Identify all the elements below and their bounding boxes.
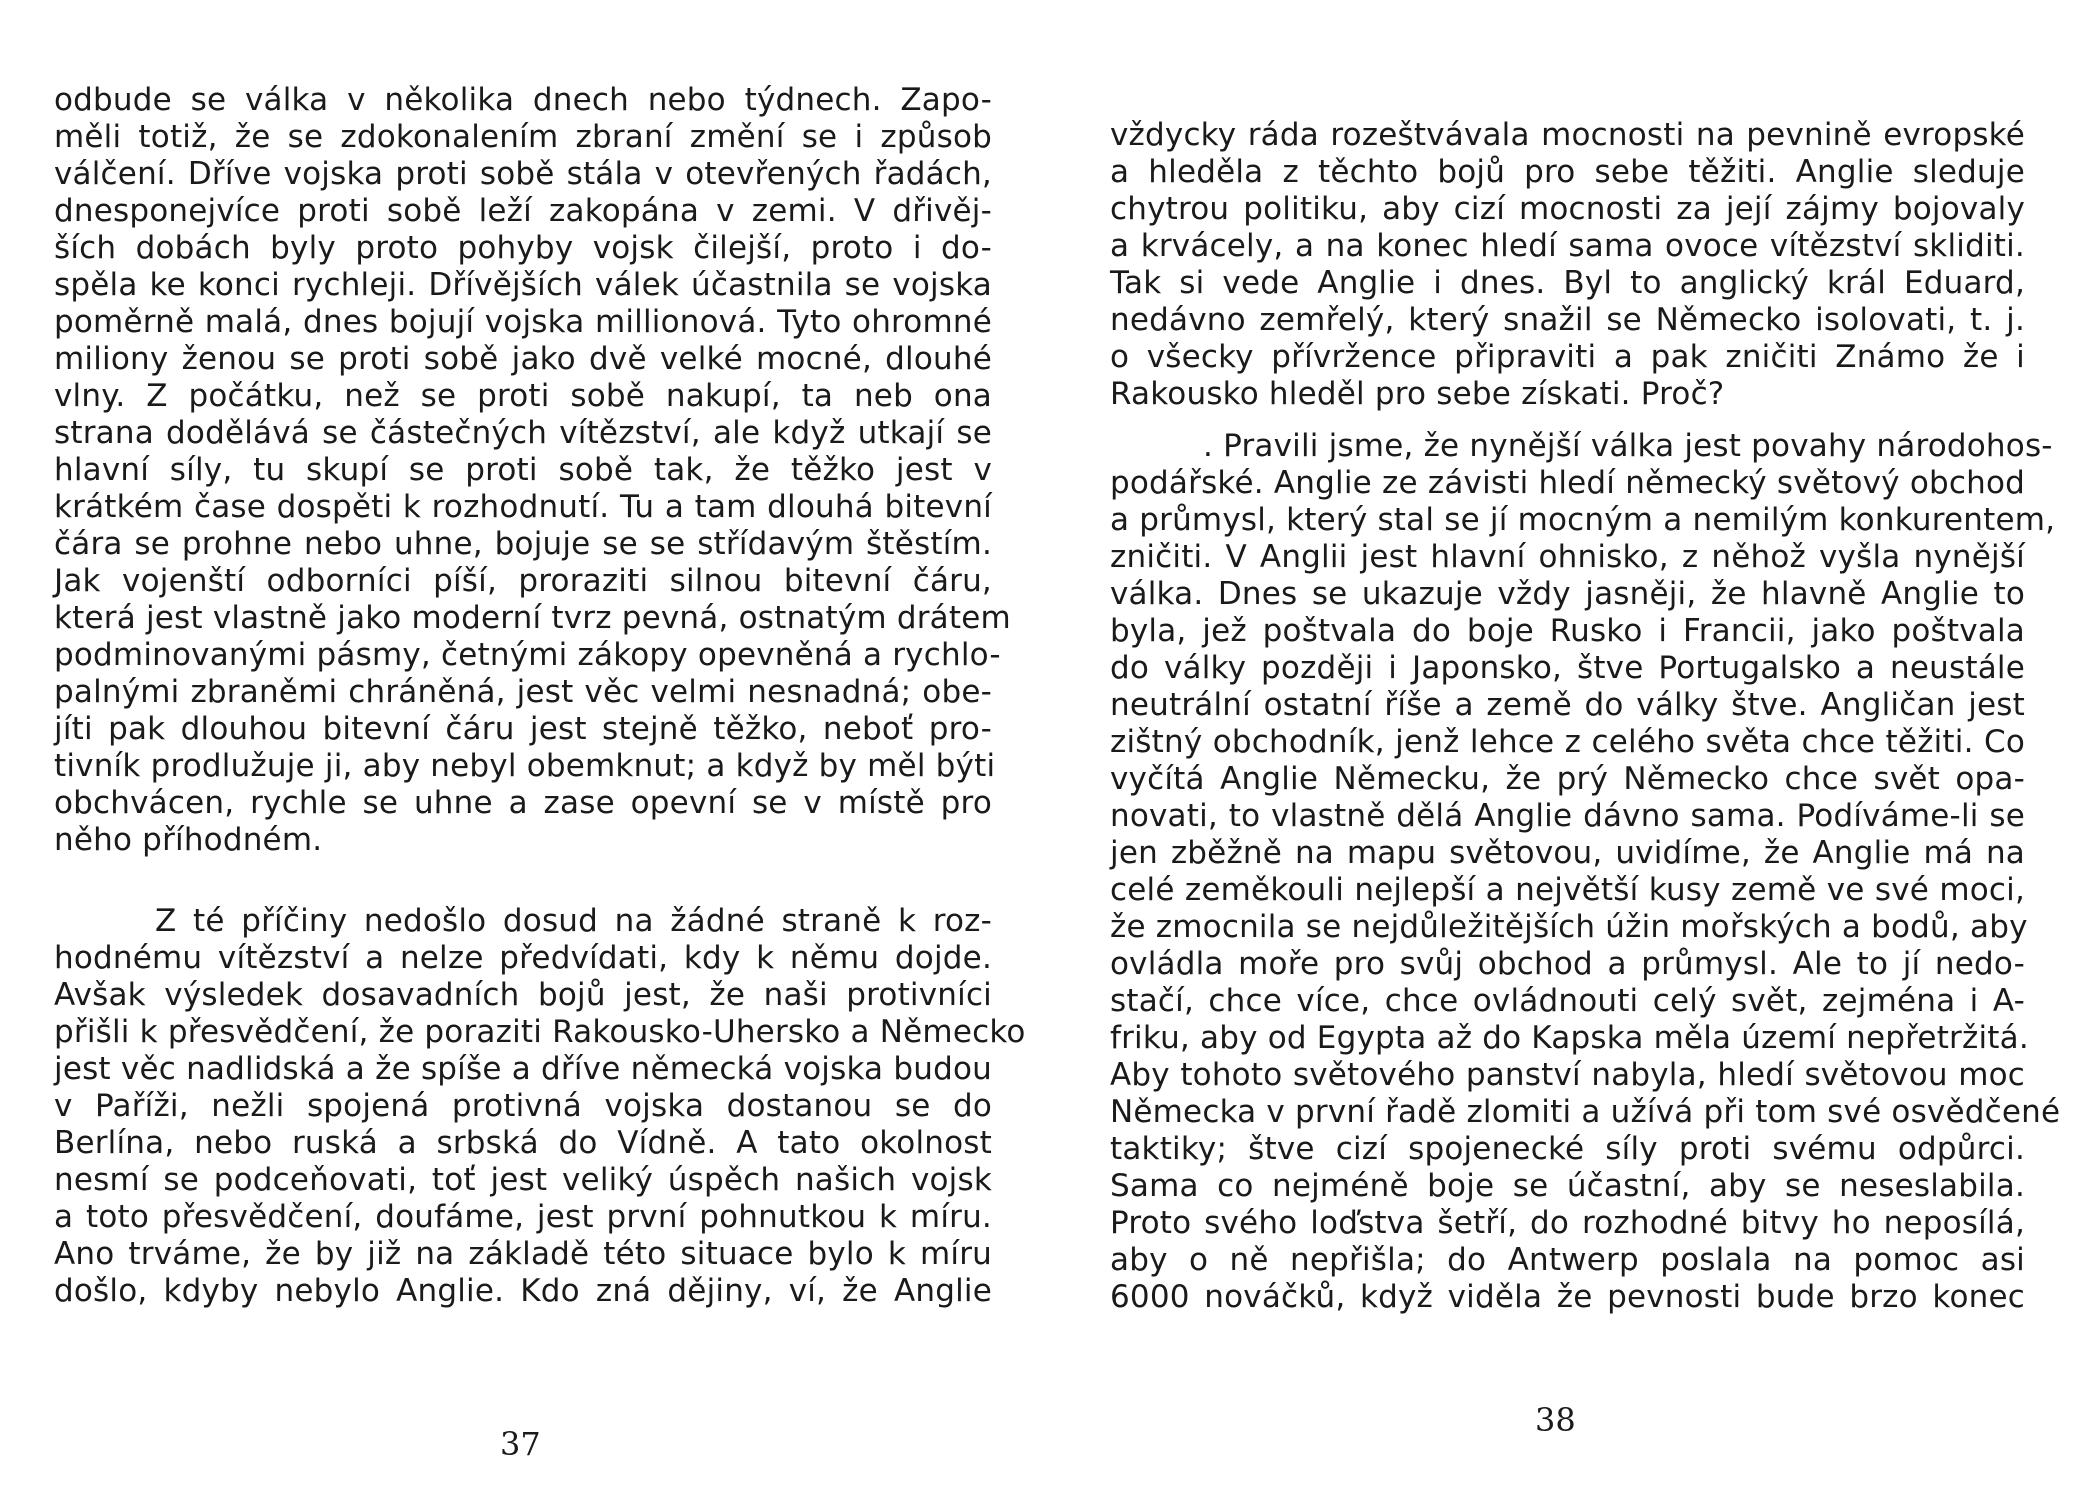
text-line: poměrně malá, dnes bojují vojska millionová. Tyto ohromné (54, 304, 992, 340)
text-line: aby o ně nepřišla; do Antwerp poslala na pomoc asi (1110, 1242, 2025, 1278)
text-line: miliony ženou se proti sobě jako dvě velké mocné, dlouhé (54, 341, 992, 377)
text-line: vyčítá Anglie Německu, že prý Německo chce svět opa- (1110, 761, 2025, 797)
text-line: Rakousko hleděl pro sebe získati. Proč? (1110, 376, 1725, 412)
text-line: podářské. Anglie ze závisti hledí německý světový obchod (1110, 465, 2025, 501)
text-line: nesmí se podceňovati, toť jest veliký úspěch našich vojsk (54, 1162, 992, 1198)
text-line: ovládla moře pro svůj obchod a průmysl. Ale to jí nedo- (1110, 946, 2025, 982)
text-line: 6000 nováčků, když viděla že pevnosti bude brzo konec (1110, 1279, 2025, 1315)
text-line: že zmocnila se nejdůležitějších úžin mořských a bodů, aby (1110, 909, 2028, 945)
text-line: Tak si vede Anglie i dnes. Byl to anglický král Eduard, (1110, 265, 2025, 301)
text-line: a průmysl, který stal se jí mocným a nemilým konkurentem, (1110, 502, 2056, 538)
text-line: Proto svého loďstva šetří, do rozhodné bitvy ho neposílá, (1110, 1205, 2025, 1241)
text-line: jíti pak dlouhou bitevní čáru jest stejně těžko, neboť pro- (54, 711, 992, 747)
text-line: zničiti. V Anglii jest hlavní ohnisko, z něhož vyšla nynější (1110, 539, 2025, 575)
text-line: taktiky; štve cizí spojenecké síly proti svému odpůrci. (1110, 1131, 2025, 1167)
text-line: zištný obchodník, jenž lehce z celého světa chce těžiti. Co (1110, 724, 2025, 760)
text-line: vlny. Z počátku, než se proti sobě nakupí, ta neb ona (54, 378, 992, 414)
text-line: přišli k přesvědčení, že poraziti Rakousko-Uhersko a Německo (54, 1014, 1026, 1050)
text-line: Z té příčiny nedošlo dosud na žádné straně k roz- (155, 903, 992, 939)
text-line: Avšak výsledek dosavadních bojů jest, že naši protivníci (54, 977, 992, 1013)
text-line: odbude se válka v několika dnech nebo týdnech. Zapo- (54, 82, 992, 118)
page-number: 37 (500, 1425, 541, 1463)
text-line: nedávno zemřelý, který snažil se Německo isolovati, t. j. (1110, 302, 2025, 338)
text-line: která jest vlastně jako moderní tvrz pevná, ostnatým drátem (54, 600, 1011, 636)
text-line: friku, aby od Egypta až do Kapska měla území nepřetržitá. (1110, 1020, 2029, 1056)
text-line: a toto přesvědčení, doufáme, jest první pohnutkou k míru. (54, 1199, 992, 1235)
text-line: válka. Dnes se ukazuje vždy jasněji, že hlavně Anglie to (1110, 576, 2025, 612)
text-line: měli totiž, že se zdokonalením zbraní změní se i způsob (54, 119, 992, 155)
text-line: v Paříži, nežli spojená protivná vojska dostanou se do (54, 1088, 992, 1124)
text-line: stačí, chce více, chce ovládnouti celý svět, zejména i A- (1110, 983, 2025, 1019)
page-number: 38 (1535, 1401, 1576, 1439)
text-line: válčení. Dříve vojska proti sobě stála v otevřených řadách, (54, 156, 992, 192)
text-line: Sama co nejméně boje se účastní, aby se neseslabila. (1110, 1168, 2025, 1204)
text-line: o všecky přívržence připraviti a pak zničiti Známo že i (1110, 339, 2025, 375)
text-line: strana dodělává se částečných vítězství, ale když utkají se (54, 415, 992, 451)
text-line: něho příhodném. (54, 822, 323, 858)
text-line: a hleděla z těchto bojů pro sebe těžiti. Anglie sleduje (1110, 154, 2025, 190)
text-line: Jak vojenští odborníci píší, proraziti silnou bitevní čáru, (54, 563, 992, 599)
text-line: jen zběžně na mapu světovou, uvidíme, že Anglie má na (1110, 835, 2025, 871)
text-line: vždycky ráda rozeštvávala mocnosti na pevnině evropské (1110, 117, 2025, 153)
text-line: tivník prodlužuje ji, aby nebyl obemknut; a když by měl býti (54, 748, 996, 784)
text-line: čára se prohne nebo uhne, bojuje se se střídavým štěstím. (54, 526, 992, 562)
text-line: novati, to vlastně dělá Anglie dávno sama. Podíváme-li se (1110, 798, 2025, 834)
text-line: Ano trváme, že by již na základě této situace bylo k míru (54, 1236, 992, 1272)
text-line: dnesponejvíce proti sobě leží zakopána v zemi. V dřivěj- (54, 193, 992, 229)
text-line: ších dobách byly proto pohyby vojsk čilejší, proto i do- (54, 230, 992, 266)
text-line: . Pravili jsme, že nynější válka jest povahy národohos- (1203, 428, 2053, 464)
text-line: do války později i Japonsko, štve Portugalsko a neustále (1110, 650, 2025, 686)
right-page (1043, 0, 2086, 1500)
text-line: palnými zbraněmi chráněná, jest věc velmi nesnadná; obe- (54, 674, 992, 710)
text-line: byla, jež poštvala do boje Rusko i Francii, jako poštvala (1110, 613, 2025, 649)
text-line: hodnému vítězství a nelze předvídati, kdy k němu dojde. (54, 940, 992, 976)
text-line: Německa v první řadě zlomiti a užívá při tom své osvědčené (1110, 1094, 2061, 1130)
text-line: Berlína, nebo ruská a srbská do Vídně. A tato okolnost (54, 1125, 992, 1161)
text-line: Aby tohoto světového panství nabyla, hledí světovou moc (1110, 1057, 2025, 1093)
text-line: hlavní síly, tu skupí se proti sobě tak, že těžko jest v (54, 452, 992, 488)
text-line: obchvácen, rychle se uhne a zase opevní se v místě pro (54, 785, 992, 821)
text-line: jest věc nadlidská a že spíše a dříve německá vojska budou (54, 1051, 992, 1087)
text-line: krátkém čase dospěti k rozhodnutí. Tu a tam dlouhá bitevní (54, 489, 992, 525)
text-line: neutrální ostatní říše a země do války štve. Angličan jest (1110, 687, 2025, 723)
text-line: celé zeměkouli nejlepší a největší kusy země ve své moci, (1110, 872, 2025, 908)
text-line: podminovanými pásmy, četnými zákopy opevněná a rychlo- (54, 637, 1001, 673)
text-line: chytrou politiku, aby cizí mocnosti za její zájmy bojovaly (1110, 191, 2025, 227)
text-line: a krvácely, a na konec hledí sama ovoce vítězství skliditi. (1110, 228, 2025, 264)
text-line: došlo, kdyby nebylo Anglie. Kdo zná dějiny, ví, že Anglie (54, 1273, 992, 1309)
text-line: spěla ke konci rychleji. Dřívějších válek účastnila se vojska (54, 267, 992, 303)
